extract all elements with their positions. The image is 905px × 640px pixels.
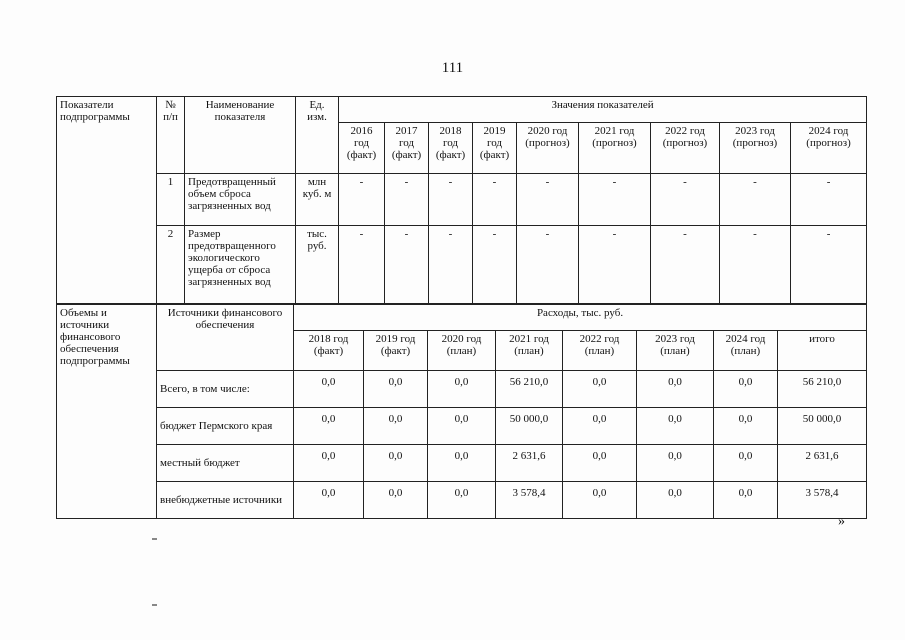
year-header: 2022 год (прогноз) — [651, 123, 720, 174]
table-row — [57, 174, 867, 226]
indicator-value: - — [720, 174, 791, 226]
year-header: 2021 год (план) — [496, 331, 563, 371]
financing-label: Объемы и источники финансового обеспечения подпрограммы — [57, 305, 157, 519]
amount-cell: 0,0 — [637, 371, 714, 408]
year-header: 2020 год (план) — [428, 331, 496, 371]
source-header: Источники финансового обеспечения — [157, 305, 294, 371]
indicator-value: - — [385, 226, 429, 304]
amount-cell: 0,0 — [364, 482, 428, 519]
indicator-unit: тыс. руб. — [296, 226, 339, 304]
amount-total: 56 210,0 — [778, 371, 867, 408]
source-name: Всего, в том числе: — [157, 371, 294, 408]
expenses-header: Расходы, тыс. руб. — [294, 305, 867, 331]
scan-speck — [152, 538, 157, 540]
indicator-value: - — [651, 226, 720, 304]
amount-cell: 0,0 — [294, 482, 364, 519]
values-header: Значения показателей — [339, 97, 867, 123]
amount-cell: 50 000,0 — [496, 408, 563, 445]
table-row — [57, 445, 867, 482]
year-header: 2020 год (прогноз) — [517, 123, 579, 174]
table-row — [57, 482, 867, 519]
year-header: 2021 год (прогноз) — [579, 123, 651, 174]
table-row — [57, 408, 867, 445]
closing-quote: » — [838, 514, 845, 529]
indicator-value: - — [579, 174, 651, 226]
amount-cell: 56 210,0 — [496, 371, 563, 408]
indicators-label: Показатели подпрограммы — [57, 97, 157, 304]
amount-cell: 0,0 — [294, 408, 364, 445]
amount-cell: 0,0 — [637, 445, 714, 482]
col-unit-header: Ед. изм. — [296, 97, 339, 174]
row-num: 2 — [157, 226, 185, 304]
year-header: 2024 год (прогноз) — [791, 123, 867, 174]
page-number: 111 — [441, 60, 464, 76]
scan-speck — [152, 604, 157, 606]
table-row — [57, 371, 867, 408]
year-header: 2016 год (факт) — [339, 123, 385, 174]
indicator-name: Предотвращенный объем сброса загрязненных вод — [185, 174, 296, 226]
year-header: 2022 год (план) — [563, 331, 637, 371]
amount-cell: 0,0 — [563, 482, 637, 519]
year-header: 2019 год (факт) — [473, 123, 517, 174]
table-row — [57, 226, 867, 304]
amount-cell: 0,0 — [714, 408, 778, 445]
amount-cell: 0,0 — [563, 408, 637, 445]
indicator-value: - — [791, 226, 867, 304]
indicator-value: - — [579, 226, 651, 304]
amount-cell: 0,0 — [563, 445, 637, 482]
indicator-value: - — [651, 174, 720, 226]
indicator-value: - — [720, 226, 791, 304]
amount-cell: 0,0 — [428, 445, 496, 482]
indicator-value: - — [339, 226, 385, 304]
amount-total: 50 000,0 — [778, 408, 867, 445]
indicator-value: - — [517, 174, 579, 226]
amount-cell: 0,0 — [428, 482, 496, 519]
source-name: местный бюджет — [157, 445, 294, 482]
amount-cell: 0,0 — [294, 445, 364, 482]
amount-cell: 3 578,4 — [496, 482, 563, 519]
year-header: 2024 год (план) — [714, 331, 778, 371]
indicator-unit: млн куб. м — [296, 174, 339, 226]
year-header: 2018 год (факт) — [294, 331, 364, 371]
amount-cell: 0,0 — [637, 408, 714, 445]
indicator-value: - — [429, 174, 473, 226]
indicator-value: - — [385, 174, 429, 226]
year-header: 2019 год (факт) — [364, 331, 428, 371]
amount-cell: 0,0 — [364, 371, 428, 408]
indicator-value: - — [429, 226, 473, 304]
amount-cell: 0,0 — [294, 371, 364, 408]
year-header: 2023 год (план) — [637, 331, 714, 371]
source-name: бюджет Пермского края — [157, 408, 294, 445]
amount-cell: 2 631,6 — [496, 445, 563, 482]
indicator-value: - — [473, 174, 517, 226]
indicator-value: - — [791, 174, 867, 226]
amount-cell: 0,0 — [714, 482, 778, 519]
indicator-value: - — [517, 226, 579, 304]
financing-table — [56, 304, 867, 519]
amount-cell: 0,0 — [428, 371, 496, 408]
row-num: 1 — [157, 174, 185, 226]
indicators-table — [56, 96, 867, 304]
indicator-value: - — [473, 226, 517, 304]
source-name: внебюджетные источники — [157, 482, 294, 519]
amount-cell: 0,0 — [637, 482, 714, 519]
amount-total: 3 578,4 — [778, 482, 867, 519]
col-name-header: Наименование показателя — [185, 97, 296, 174]
amount-cell: 0,0 — [714, 371, 778, 408]
indicator-name: Размер предотвращенного экологического ущерба от сброса загрязненных вод — [185, 226, 296, 304]
year-header: 2017 год (факт) — [385, 123, 429, 174]
amount-cell: 0,0 — [364, 445, 428, 482]
amount-cell: 0,0 — [714, 445, 778, 482]
amount-total: 2 631,6 — [778, 445, 867, 482]
amount-cell: 0,0 — [364, 408, 428, 445]
col-num-header: № п/п — [157, 97, 185, 174]
amount-cell: 0,0 — [563, 371, 637, 408]
year-header: 2023 год (прогноз) — [720, 123, 791, 174]
total-header: итого — [778, 331, 867, 371]
amount-cell: 0,0 — [428, 408, 496, 445]
indicator-value: - — [339, 174, 385, 226]
year-header: 2018 год (факт) — [429, 123, 473, 174]
